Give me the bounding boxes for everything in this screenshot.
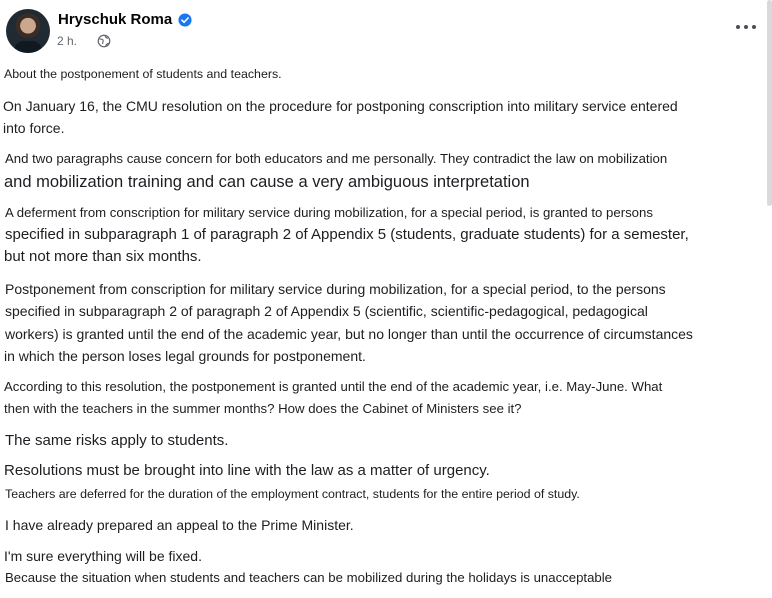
post-line: The same risks apply to students. <box>5 432 229 449</box>
globe-icon[interactable] <box>97 34 111 48</box>
more-options-icon[interactable] <box>736 20 756 34</box>
post-line: workers) is granted until the end of the academic year, but no longer than until the occurrence of circumstances <box>5 326 693 342</box>
post-line: in which the person loses legal grounds for postponement. <box>4 348 366 364</box>
author-name[interactable]: Hryschuk Roma <box>58 11 173 28</box>
post-line: I have already prepared an appeal to the Prime Minister. <box>5 517 354 533</box>
post-line: and mobilization training and can cause a very ambiguous interpretation <box>4 173 530 191</box>
post-line: Resolutions must be brought into line with the law as a matter of urgency. <box>4 462 490 479</box>
scrollbar[interactable] <box>767 0 772 206</box>
post-line: Because the situation when students and teachers can be mobilized during the holidays is unacceptable <box>5 570 613 585</box>
verified-badge-icon <box>178 13 192 27</box>
post-line: A deferment from conscription for military service during mobilization, for a special period, is granted to persons <box>5 205 653 220</box>
post-line: Teachers are deferred for the duration of the employment contract, students for the entire period of study. <box>5 487 580 501</box>
post-line: specified in subparagraph 2 of paragraph 2 of Appendix 5 (scientific, scientific-pedagogical, pedagogical <box>5 303 648 319</box>
post-author[interactable] <box>58 11 192 28</box>
post-line: According to this resolution, the postponement is granted until the end of the academic year, i.e. May-June. What <box>4 379 663 394</box>
post-line: specified in subparagraph 1 of paragraph 2 of Appendix 5 (students, graduate students) for a semester, <box>5 226 689 243</box>
author-avatar[interactable] <box>6 9 50 53</box>
post-line: then with the teachers in the summer months? How does the Cabinet of Ministers see it? <box>4 401 522 416</box>
post-line: but not more than six months. <box>4 248 202 265</box>
post-line: On January 16, the CMU resolution on the procedure for postponing conscription into military service entered <box>3 98 678 114</box>
post-line: About the postponement of students and teachers. <box>4 67 282 81</box>
post-line: And two paragraphs cause concern for both educators and me personally. They contradict the law on mobilization <box>5 151 668 166</box>
post-line: I'm sure everything will be fixed. <box>4 548 202 564</box>
post-line: into force. <box>3 120 65 136</box>
post-meta <box>57 34 111 48</box>
post-timestamp[interactable]: 2 h. <box>57 34 78 48</box>
post-line: Postponement from conscription for military service during mobilization, for a special period, to the persons <box>5 281 666 297</box>
